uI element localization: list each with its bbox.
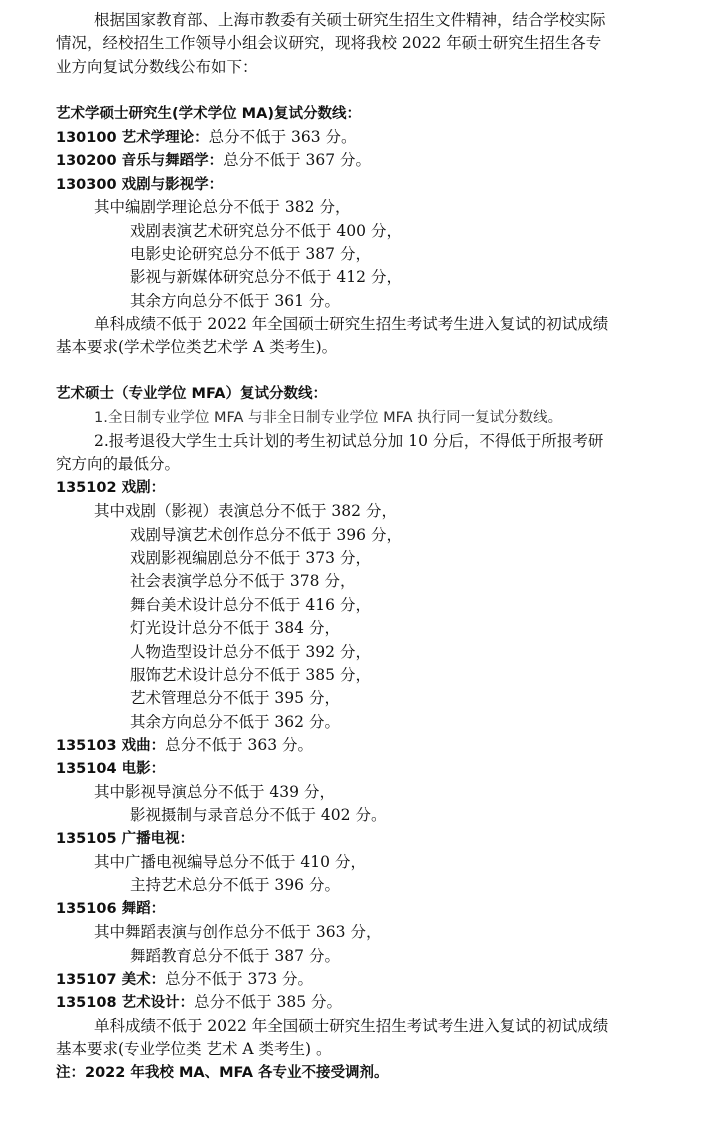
mfa-rule: 1.全日制专业学位 MFA 与非全日制专业学位 MFA 执行同一复试分数线。	[94, 409, 563, 426]
ma-note: 基本要求(学术学位类艺术学 A 类考生)。	[56, 338, 338, 357]
ma-item	[56, 173, 688, 196]
major-code: 130100 艺术学理论：	[56, 129, 209, 146]
sub-score: 其中影视导演总分不低于 439 分，	[94, 782, 335, 801]
sub-score: 灯光设计总分不低于 384 分，	[130, 619, 340, 638]
sub-score: 主持艺术总分不低于 396 分。	[130, 876, 340, 895]
sub-score: 舞台美术设计总分不低于 416 分，	[130, 595, 371, 614]
sub-score: 其中编剧学理论总分不低于 382 分，	[94, 198, 351, 217]
mfa-rule: 究方向的最低分。	[56, 455, 181, 474]
score-text: 总分不低于 373 分。	[165, 970, 314, 989]
sub-score: 影视摄制与录音总分不低于 402 分。	[130, 806, 387, 825]
major-code: 135102 戏剧：	[56, 479, 166, 496]
sub-score: 戏剧影视编剧总分不低于 373 分，	[130, 548, 371, 567]
mfa-item	[56, 968, 688, 991]
major-code: 130200 音乐与舞蹈学：	[56, 153, 224, 170]
score-text: 总分不低于 363 分。	[208, 127, 357, 146]
ma-note: 单科成绩不低于 2022 年全国硕士研究生招生考试考生进入复试的初试成绩	[94, 315, 609, 334]
major-code: 135105 广播电视：	[56, 830, 195, 847]
ma-item	[56, 149, 688, 172]
sub-score: 服饰艺术设计总分不低于 385 分，	[130, 665, 371, 684]
mfa-item	[56, 991, 688, 1014]
mfa-heading: 艺术硕士（专业学位 MFA）复试分数线：	[56, 386, 327, 403]
sub-score: 影视与新媒体研究总分不低于 412 分，	[130, 268, 402, 287]
score-text: 总分不低于 363 分。	[165, 736, 314, 755]
major-code: 135107 美术：	[56, 972, 166, 989]
sub-score: 其中舞蹈表演与创作总分不低于 363 分，	[94, 923, 382, 942]
sub-score: 人物造型设计总分不低于 392 分，	[130, 642, 371, 661]
score-text: 总分不低于 367 分。	[223, 151, 372, 170]
major-code: 130300 戏剧与影视学：	[56, 176, 224, 193]
sub-score: 艺术管理总分不低于 395 分，	[130, 689, 340, 708]
document-body	[56, 9, 688, 1085]
sub-score: 戏剧导演艺术创作总分不低于 396 分，	[130, 525, 402, 544]
mfa-note: 基本要求(专业学位类 艺术 A 类考生) 。	[56, 1040, 332, 1059]
intro-line: 根据国家教育部、上海市教委有关硕士研究生招生文件精神，结合学校实际	[94, 11, 606, 29]
sub-score: 戏剧表演艺术研究总分不低于 400 分，	[130, 221, 402, 240]
major-code: 135108 艺术设计：	[56, 995, 195, 1012]
sub-score: 电影史论研究总分不低于 387 分，	[130, 244, 371, 263]
sub-score: 舞蹈教育总分不低于 387 分。	[130, 946, 340, 965]
sub-score: 其余方向总分不低于 361 分。	[130, 291, 340, 310]
ma-heading: 艺术学硕士研究生(学术学位 MA)复试分数线：	[56, 105, 361, 122]
sub-score: 其中戏剧（影视）表演总分不低于 382 分，	[94, 502, 397, 521]
major-code: 135103 戏曲：	[56, 738, 166, 755]
mfa-item	[56, 734, 688, 757]
mfa-note: 单科成绩不低于 2022 年全国硕士研究生招生考试考生进入复试的初试成绩	[94, 1016, 609, 1035]
mfa-rule: 2.报考退役大学生士兵计划的考生初试总分加 10 分后，不得低于所报考研	[94, 432, 604, 451]
sub-score: 其中广播电视编导总分不低于 410 分，	[94, 853, 366, 872]
intro-line: 业方向复试分数线公布如下：	[56, 57, 258, 76]
sub-score: 其余方向总分不低于 362 分。	[130, 712, 340, 731]
major-code: 135104 电影：	[56, 760, 166, 777]
sub-score: 社会表演学总分不低于 378 分，	[130, 572, 356, 591]
major-code: 135106 舞蹈：	[56, 900, 166, 917]
ma-item	[56, 126, 688, 149]
footer-note: 注：2022 年我校 MA、MFA 各专业不接受调剂。	[56, 1064, 389, 1081]
intro-line: 情况，经校招生工作领导小组会议研究，现将我校 2022 年硕士研究生招生各专	[56, 34, 602, 53]
score-text: 总分不低于 385 分。	[194, 993, 343, 1012]
